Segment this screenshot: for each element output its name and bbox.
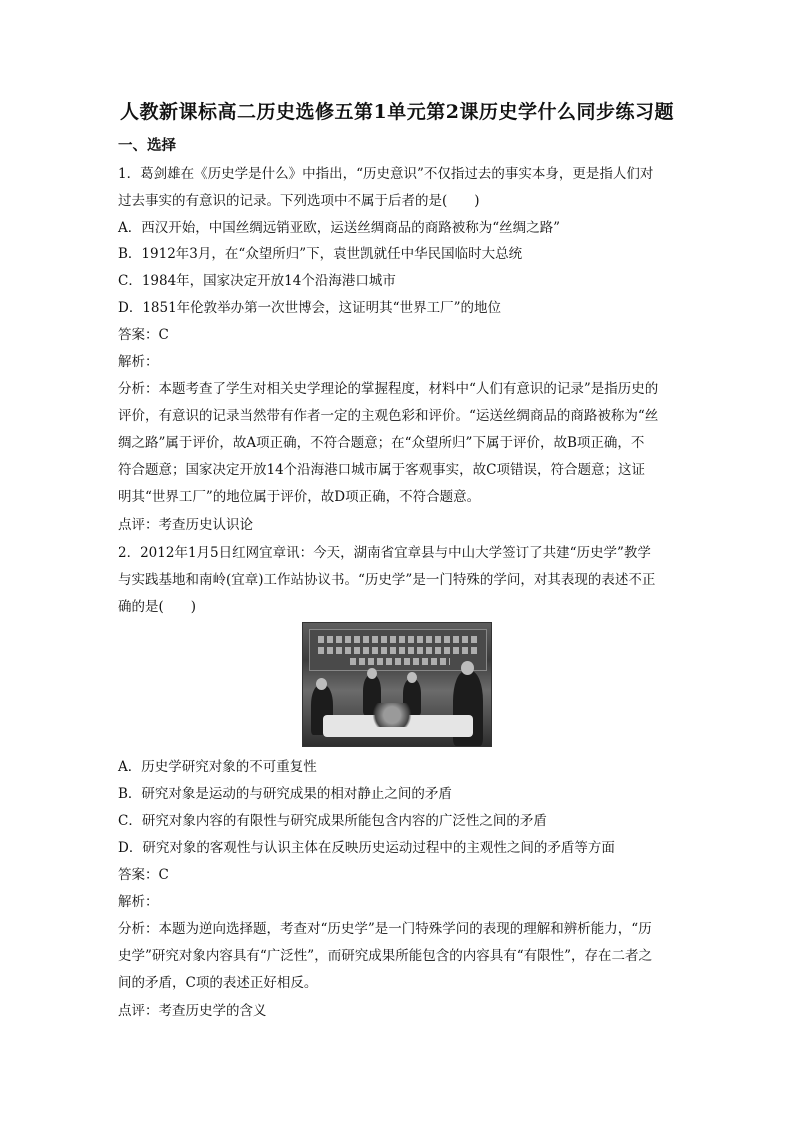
- q2-stem-line-2: 与实践基地和南岭(宜章)工作站协议书。“历史学”是一门特殊的学问，对其表现的表述不正: [118, 572, 656, 588]
- q2-stem-line-1: 2．2012年1月5日红网宜章讯：今天，湖南省宜章县与中山大学签订了共建“历史学”教学: [118, 545, 651, 561]
- page-title: 人教新课标高二历史选修五第1单元第2课历史学什么同步练习题: [120, 101, 674, 123]
- flower-arrangement: [367, 703, 417, 727]
- q1-analysis-line-1: 分析：本题考查了学生对相关史学理论的掌握程度，材料中“人们有意识的记录”是指历史的: [118, 381, 659, 397]
- q2-analysis-line-3: 间的矛盾，C项的表述正好相反。: [118, 975, 318, 991]
- q1-comment: 点评：考查历史认识论: [118, 517, 253, 533]
- q1-option-a: A．西汉开始，中国丝绸远销亚欧，运送丝绸商品的商路被称为“丝绸之路”: [118, 220, 561, 236]
- q2-option-b: B．研究对象是运动的与研究成果的相对静止之间的矛盾: [118, 786, 452, 802]
- q1-stem-line-2: 过去事实的有意识的记录。下列选项中不属于后者的是( ): [118, 193, 480, 209]
- q1-answer: 答案：C: [118, 327, 169, 343]
- q1-option-b: B．1912年3月，在“众望所归”下，袁世凯就任中华民国临时大总统: [118, 246, 523, 262]
- q2-analysis-line-2: 史学”研究对象内容具有“广泛性”，而研究成果所能包含的内容具有“有限性”，存在二者之: [118, 948, 653, 964]
- q2-stem-line-3: 确的是( ): [118, 599, 197, 615]
- q1-option-d: D．1851年伦敦举办第一次世博会，这证明其“世界工厂”的地位: [118, 300, 501, 316]
- q2-option-a: A．历史学研究对象的不可重复性: [118, 759, 317, 775]
- q2-option-d: D．研究对象的客观性与认识主体在反映历史运动过程中的主观性之间的矛盾等方面: [118, 840, 615, 856]
- q1-stem-line-1: 1．葛剑雄在《历史学是什么》中指出，“历史意识”不仅指过去的事实本身，更是指人们对: [118, 166, 654, 182]
- q1-analysis-label: 解析：: [118, 354, 159, 370]
- q1-analysis-line-4: 符合题意；国家决定开放14个沿海港口城市属于客观事实，故C项错误，符合题意；这证: [118, 462, 646, 478]
- signing-ceremony-photo: [302, 622, 492, 747]
- q2-analysis-line-1: 分析：本题为逆向选择题，考查对“历史学”是一门特殊学问的表现的理解和辨析能力，“历: [118, 921, 652, 937]
- q1-analysis-line-5: 明其“世界工厂”的地位属于评价，故D项正确，不符合题意。: [118, 489, 481, 505]
- q2-comment: 点评：考查历史学的含义: [118, 1003, 267, 1019]
- q2-analysis-label: 解析：: [118, 894, 159, 910]
- q1-option-c: C．1984年，国家决定开放14个沿海港口城市: [118, 273, 396, 289]
- q1-analysis-line-2: 评价，有意识的记录当然带有作者一定的主观色彩和评价。“运送丝绸商品的商路被称为“丝: [118, 408, 659, 424]
- q1-analysis-line-3: 绸之路”属于评价，故A项正确，不符合题意；在“众望所归”下属于评价，故B项正确，不: [118, 435, 645, 451]
- q2-option-c: C．研究对象内容的有限性与研究成果所能包含内容的广泛性之间的矛盾: [118, 813, 547, 829]
- banner-image: [309, 629, 487, 671]
- section-heading: 一、选择: [118, 137, 176, 154]
- q2-answer: 答案：C: [118, 867, 169, 883]
